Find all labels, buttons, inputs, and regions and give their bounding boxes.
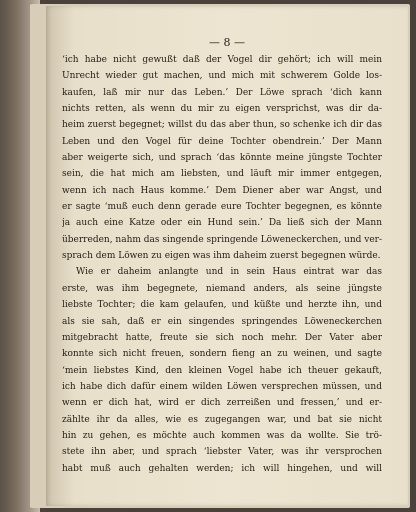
text-line: stete ihn aber, und sprach ‘liebster Vater, was ihr versprochen	[62, 447, 382, 458]
paragraph-1	[62, 52, 382, 264]
text-line: heim zuerst begegnet; willst du das aber thun, so schenke ich dir das	[62, 120, 382, 131]
text-line: überreden, nahm das singende springende Löweneckerchen, und ver-	[62, 234, 382, 245]
text-line: nichts retten, als wenn du mir zu eigen versprichst, was dir da-	[62, 104, 382, 115]
text-line: als sie sah, daß er ein singendes springendes Löweneckerchen	[62, 316, 382, 327]
text-line: hin zu gehen, es möchte auch kommen was da wollte. Sie trö-	[62, 430, 382, 441]
text-line: habt muß auch gehalten werden; ich will hingehen, und will	[62, 463, 382, 474]
text-line: ich habe dich dafür einem wilden Löwen versprechen müssen, und	[62, 381, 382, 392]
text-line: sprach dem Löwen zu eigen was ihm daheim zuerst begegnen würde.	[62, 251, 381, 262]
text-line: aber weigerte sich, und sprach ‘das könnte meine jüngste Tochter	[62, 153, 382, 164]
text-line: wenn ich nach Haus komme.’ Dem Diener aber war Angst, und	[62, 185, 382, 196]
text-line: konnte sich nicht freuen, sondern fieng an zu weinen, und sagte	[62, 349, 382, 360]
text-line: sein, die hat mich am liebsten, und läuft mir immer entgegen,	[62, 169, 382, 180]
text-line: Unrecht wieder gut machen, und mich mit schwerem Golde los-	[62, 71, 382, 82]
text-line: Leben und den Vogel für deine Tochter obendrein.’ Der Mann	[62, 136, 382, 147]
text-line: ja auch eine Katze oder ein Hund sein.’ Da ließ sich der Mann	[62, 218, 382, 229]
text-line: er sagte ‘muß euch denn gerade eure Tochter begegnen, es könnte	[62, 202, 382, 213]
text-line: kaufen, laß mir nur das Leben.’ Der Löwe sprach ‘dich kann	[62, 87, 382, 98]
text-line: ‘mein liebstes Kind, den kleinen Vogel habe ich theuer gekauft,	[62, 365, 382, 376]
page-number: — 8 —	[209, 36, 245, 49]
text-line: zählte ihr da alles, wie es zugegangen war, und bat sie nicht	[62, 414, 382, 425]
text-line: erste, was ihm begegnete, niemand anders, als seine jüngste	[62, 283, 382, 294]
text-line: wenn er dich hat, wird er dich zerreißen und fressen,’ und er-	[62, 398, 382, 409]
text-line: liebste Tochter; die kam gelaufen, und küßte und herzte ihn, und	[62, 300, 382, 311]
text-line: Wie er daheim anlangte und in sein Haus eintrat war das	[76, 267, 382, 278]
text-line: mitgebracht hatte, freute sie sich noch mehr. Der Vater aber	[62, 332, 382, 343]
paragraph-2	[62, 264, 382, 476]
text-line: ‘ich habe nicht gewußt daß der Vogel dir gehört; ich will mein	[62, 55, 382, 65]
body-text	[62, 52, 382, 477]
